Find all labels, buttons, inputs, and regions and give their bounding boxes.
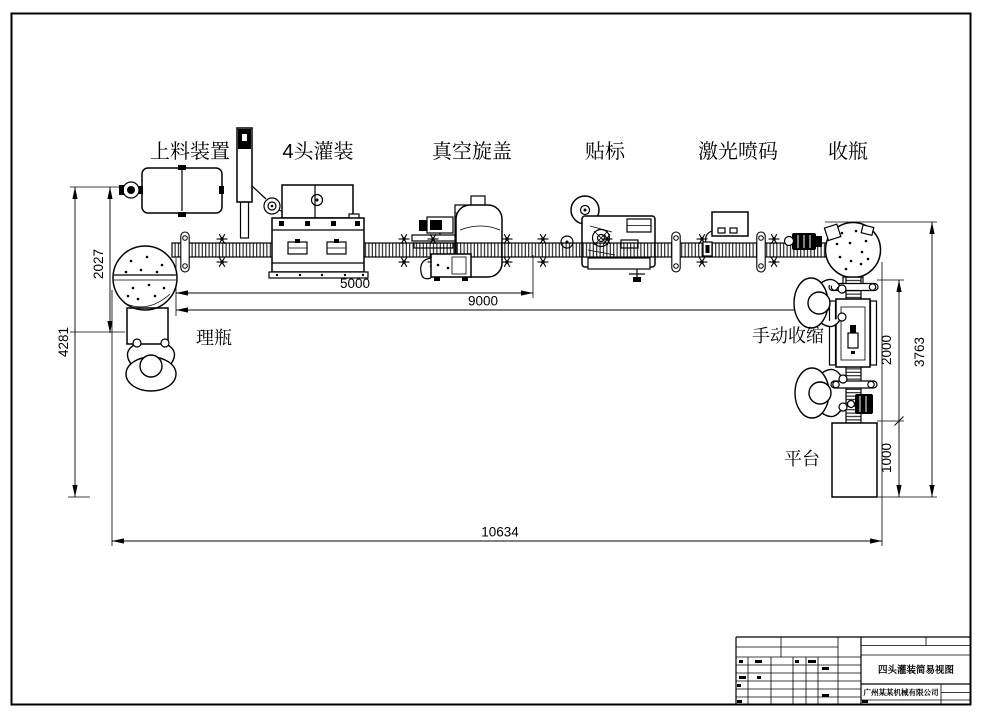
t-handle-lower [831,381,877,388]
dim-2027: 2027 [91,248,106,280]
label-laser-coding: 激光喷码 [698,141,778,163]
filling-machine [269,185,368,278]
manual-shrink-machine [830,299,877,367]
title-block-company: 广州某某机械有限公司 [863,688,939,697]
label-labeling: 贴标 [585,141,625,163]
label-capping: 真空旋盖 [432,141,512,163]
title-block-marks [737,660,868,703]
label-manual-shrink: 手动收缩 [752,326,824,346]
capping-machine-base [421,254,471,281]
operator-unscrambler [126,339,176,391]
dim-9000: 9000 [467,293,499,309]
dim-10634: 10634 [481,524,519,540]
label-feeding: 上料装置 [150,141,230,163]
dim-1000: 1000 [879,442,894,474]
title-block [736,637,971,705]
operator-shrink-lower [795,368,847,418]
label-bottle-unscrambling: 理瓶 [196,328,232,348]
station-labels [150,140,868,469]
label-bottle-collecting: 收瓶 [828,141,868,163]
labeling-machine-base [588,258,650,282]
label-filling: 4头灌装 [282,141,354,163]
feeding-device [119,165,224,217]
dim-5000: 5000 [339,276,371,291]
platform-box [832,423,877,497]
dim-2000: 2000 [879,334,894,366]
label-platform: 平台 [784,449,820,469]
bottle-unscrambler-turntable [113,246,177,344]
title-block-drawing-title: 四头灌装简易视图 [877,665,955,676]
dim-4281: 4281 [56,326,71,358]
dim-3763: 3763 [912,336,927,368]
